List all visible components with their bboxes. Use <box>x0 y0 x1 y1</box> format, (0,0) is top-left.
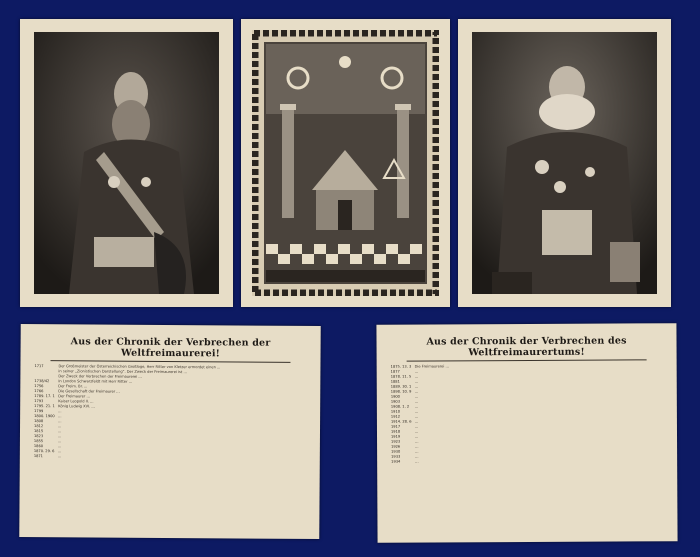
entry-year: 1878. 11. 5 <box>390 374 412 379</box>
entry-text: ... <box>415 449 419 454</box>
entry-year: 1900 <box>390 394 400 399</box>
entry-year: 1855 <box>33 439 44 444</box>
entry-year: 1919 <box>391 434 401 439</box>
entry-text: Der Zweck der Verbrechen der Freimaurerei ... <box>58 374 142 379</box>
entry-year: 1877 <box>390 369 400 374</box>
entry-text: ... <box>414 399 419 404</box>
entry-text: ... <box>414 369 419 374</box>
entry-text: ... <box>414 389 419 394</box>
card-title: Aus der Chronik der Verbrechen der Weltfreimaurerei! <box>70 336 271 360</box>
entry-year: 1823 <box>33 434 44 439</box>
entry-year: 1934 <box>391 459 401 464</box>
chronicle-entries <box>34 364 309 461</box>
chronicle-entries <box>391 363 666 464</box>
entry-year: 1717 <box>34 364 44 369</box>
entry-text: König Ludwig XVI. ... <box>58 404 95 409</box>
entry-year: 1917 <box>390 424 401 429</box>
postcard-chronicle-right <box>376 323 677 543</box>
entry-text: ... <box>415 454 419 459</box>
entry-year: 1910 <box>390 409 401 414</box>
tracing-board-image <box>252 30 439 296</box>
entry-year: 1799 <box>34 409 44 414</box>
entry-text: ... <box>57 444 62 449</box>
entry-text: ... <box>57 439 62 444</box>
postcard-chronicle-left <box>19 324 320 539</box>
entry-year: 1766 <box>34 389 44 394</box>
entry-year: 1870. 29. 6 <box>33 449 55 454</box>
entry-year: 1926 <box>391 444 401 449</box>
entry-text: ... <box>414 384 419 389</box>
entry-year: 1914. 28. 6 <box>390 419 412 424</box>
entry-year: 1789. 17. 1 <box>34 394 55 399</box>
entry-text: Die Freimaurerei ... <box>414 364 449 369</box>
entry-text: ... <box>414 419 419 424</box>
postcard-portrait-right <box>458 19 671 307</box>
entry-text: ... <box>414 429 419 434</box>
entry-year: 1930 <box>391 449 401 454</box>
entry-text: ... <box>57 449 62 454</box>
entry-year: 1756 <box>34 384 44 389</box>
entry-year: 1881 <box>390 379 400 384</box>
entry-year: 1908. 1. 2 <box>390 404 410 409</box>
entry-text: ... <box>414 374 419 379</box>
title-underline <box>50 360 290 363</box>
entry-text: ... <box>57 429 62 434</box>
entry-text: ... <box>414 394 419 399</box>
entry-year: 1808 <box>34 419 44 424</box>
entry-year: 1793 <box>34 399 44 404</box>
entry-text: ... <box>57 454 62 459</box>
entry-text: Der Großmeister der Österreichischen Großloge, Herr Ritter von Kletzer ermordet einen ... <box>58 364 221 370</box>
entry-year: 1923 <box>391 439 401 444</box>
postcard-masonic-center <box>241 19 450 307</box>
entry-text: ... <box>414 379 419 384</box>
entry-text: ... <box>415 444 419 449</box>
entry-text: Kaiser Leopold II. ... <box>58 399 94 404</box>
entry-year: 1933 <box>391 454 401 459</box>
entry-year: 1903 <box>390 399 401 404</box>
portrait-photo-left <box>34 32 219 294</box>
entry-text: ... <box>58 414 62 419</box>
entry-year: 1860 <box>33 444 44 449</box>
entry-text: In London Schwarzfeldt mit Herr Ritter ... <box>58 379 133 384</box>
entry-year: 1871 <box>33 454 43 459</box>
entry-text: ... <box>58 419 62 424</box>
entry-text: ... <box>57 434 62 439</box>
entry-text: ... <box>415 439 419 444</box>
portrait-photo-right <box>472 32 657 294</box>
entry-text: ... <box>414 414 419 419</box>
entry-year: 1918 <box>390 429 401 434</box>
postcard-portrait-left <box>20 19 233 307</box>
entry-text: ... <box>58 424 62 429</box>
entry-year: 1898. 10. 9 <box>390 389 412 394</box>
entry-text: Der Freimaurer ... <box>58 394 90 399</box>
entry-year: 1889. 30. 1 <box>390 384 412 389</box>
entry-year: 1800. 1900 <box>34 414 55 419</box>
chronicle-entry <box>34 454 308 461</box>
entry-text: ... <box>58 409 62 414</box>
entry-text: ... <box>414 404 419 409</box>
entry-year: 1875. 13. 3 <box>390 364 412 369</box>
entry-text: ... <box>415 459 419 464</box>
chronicle-entry <box>391 458 665 464</box>
entry-text: in seiner „Zionistischen Darstellung“. Der Zweck der Freimaurerei ist ... <box>58 369 187 375</box>
entry-year: 1912 <box>390 414 401 419</box>
card-title: Aus der Chronik der Verbrechen des Weltfreimaurertums! <box>426 335 627 359</box>
entry-year: 1815 <box>33 429 44 434</box>
entry-text: Der Freim. Br. ... <box>58 384 88 389</box>
entry-year: 1795. 21. 1 <box>34 404 55 409</box>
title-underline <box>407 359 647 361</box>
entry-year: 1812 <box>34 424 44 429</box>
entry-year: 1738/42 <box>34 379 50 384</box>
entry-text: ... <box>414 424 419 429</box>
entry-text: ... <box>414 409 419 414</box>
entry-text: Die Gesellschaft der Freimaurer ... <box>58 389 120 394</box>
entry-text: ... <box>415 434 419 439</box>
